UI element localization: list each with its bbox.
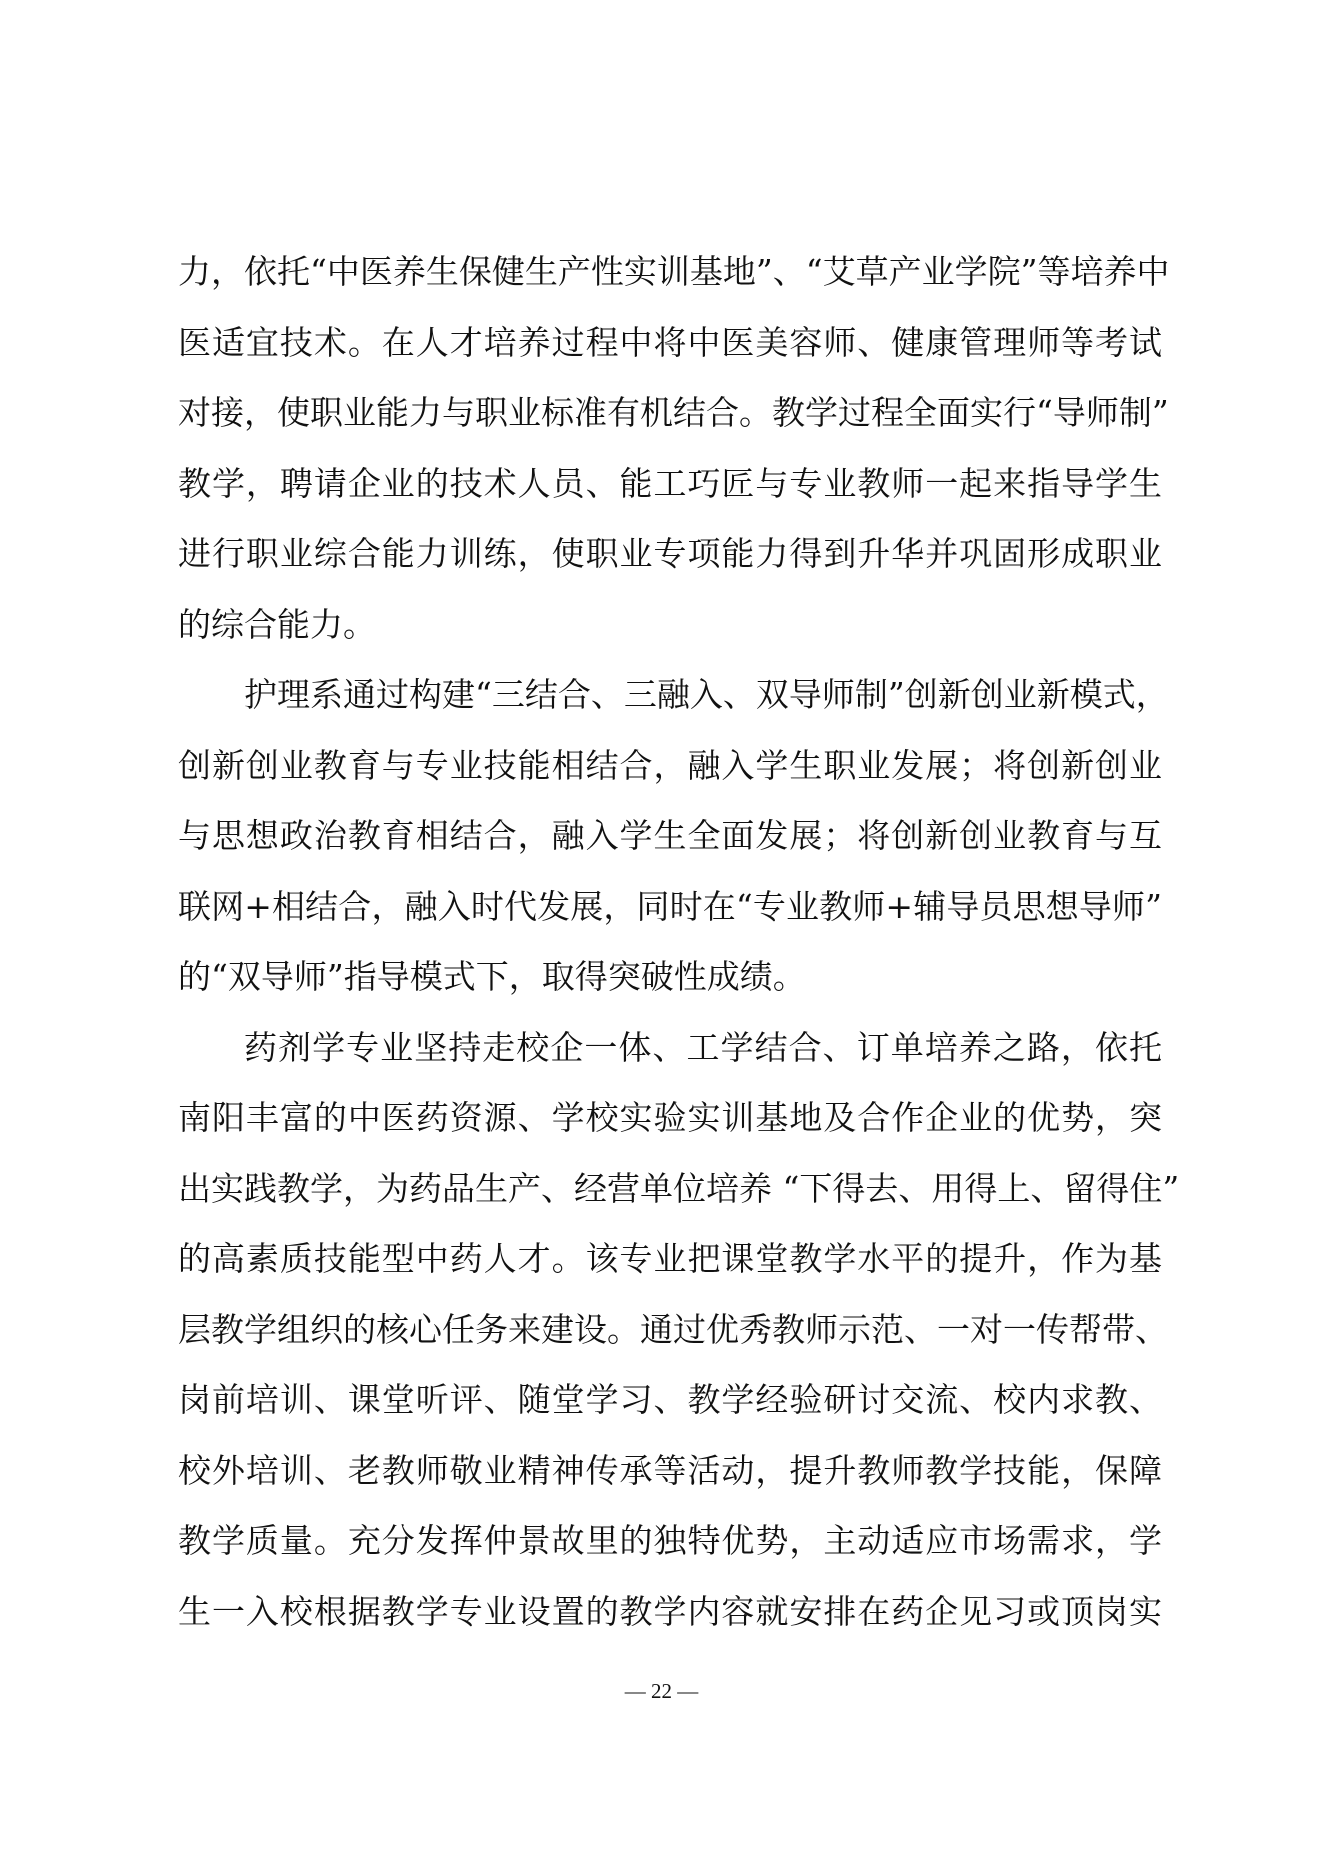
text-line-12: 药剂学专业坚持走校企一体、工学结合、订单培养之路，依托 [244,1027,1162,1067]
text-line-18: 校外培训、老教师敬业精神传承等活动，提升教师教学技能，保障 [178,1450,1162,1490]
text-line-9: 与思想政治教育相结合，融入学生全面发展；将创新创业教育与互 [178,816,1162,855]
text-line-7: 护理系通过构建“三结合、三融入、双导师制”创新创业新模式， [244,675,1169,714]
text-line-1: 力，依托“中医养生保健生产性实训基地”、“艾草产业学院”等培养中 [178,252,1170,291]
text-line-15: 的高素质技能型中药人才。该专业把课堂教学水平的提升，作为基 [178,1239,1162,1278]
body-text [178,237,1180,1647]
text-line-6: 的综合能力。 [178,604,376,644]
text-line-8: 创新创业教育与专业技能相结合，融入学生职业发展；将创新创业 [178,745,1162,785]
text-line-19: 教学质量。充分发挥仲景故里的独特优势，主动适应市场需求，学 [178,1521,1162,1560]
text-line-2: 医适宜技术。在人才培养过程中将中医美容师、健康管理师等考试 [178,322,1162,362]
text-line-16: 层教学组织的核心任务来建设。通过优秀教师示范、一对一传帮带、 [178,1309,1168,1349]
text-line-10: 联网+相结合，融入时代发展，同时在“专业教师+辅导员思想导师” [178,886,1162,926]
text-line-11: 的“双导师”指导模式下，取得突破性成绩。 [178,957,806,996]
text-line-5: 进行职业综合能力训练，使职业专项能力得到升华并巩固形成职业 [178,534,1162,573]
text-line-17: 岗前培训、课堂听评、随堂学习、教学经验研讨交流、校内求教、 [178,1380,1162,1419]
text-line-4: 教学，聘请企业的技术人员、能工巧匠与专业教师一起来指导学生 [178,463,1162,503]
text-line-20: 生一入校根据教学专业设置的教学内容就安排在药企见习或顶岗实 [178,1591,1162,1631]
text-line-3: 对接，使职业能力与职业标准有机结合。教学过程全面实行“导师制” [178,393,1169,432]
page-number: — 22 — [624,1679,699,1703]
text-line-14: 出实践教学，为药品生产、经营单位培养 “下得去、用得上、留得住” [178,1168,1180,1208]
text-line-13: 南阳丰富的中医药资源、学校实验实训基地及合作企业的优势，突 [178,1098,1162,1137]
